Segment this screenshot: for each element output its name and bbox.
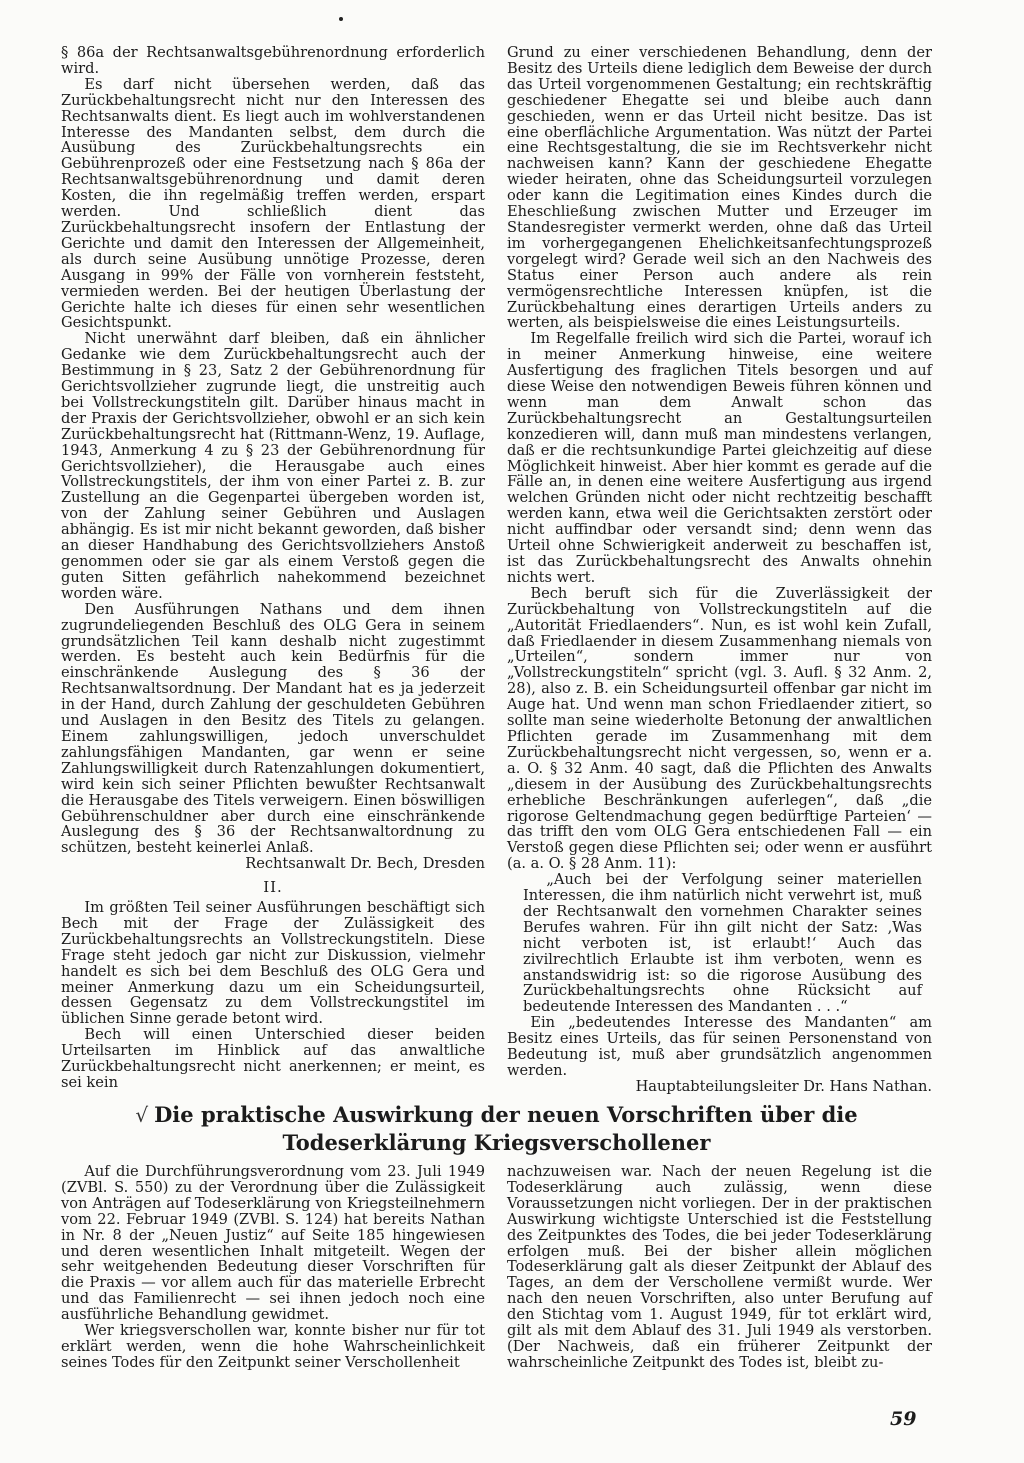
paragraph: Wer kriegsverschollen war, konnte bisher nur für tot erklärt werden, wenn die hohe Wahrscheinlichkeit seines Todes für den Zeitpunkt seiner Verschollenheit — [61, 1322, 485, 1371]
paragraph: § 86a der Rechtsanwaltsgebührenordnung erforderlich wird. — [61, 44, 485, 77]
paragraph: Auf die Durchführungsverordnung vom 23. Juli 1949 (ZVBl. S. 550) zu der Verordnung über die Zulässigkeit von Anträgen auf Todeserklärung von Kriegsteilnehmern vom 22. Februar 1949 (ZVBl. S. 124) hat bereits Nathan in Nr. 8 der „Neuen Justiz“ auf Seite 185 hingewiesen und deren wesentlichen Inhalt mitgeteilt. Wegen der sehr weitgehenden Bedeutung dieser Vorschriften für die Praxis — vor allem auch für das materielle Erbrecht und das Familienrecht — sei ihnen jedoch noch eine ausführliche Behandlung gewidmet. — [61, 1163, 485, 1324]
paragraph: nachzuweisen war. Nach der neuen Regelung ist die Todeserklärung auch zulässig, wenn diese Voraussetzungen nicht vorliegen. Der in der praktischen Auswirkung wichtigste Unterschied ist die Feststellung des Zeitpunktes des Todes, die bei jeder Todeserklärung erfolgen muß. Bei der bisher allein möglichen Todeserklärung galt als dieser Zeitpunkt der Ablauf des Tages, an dem der Verschollene vermißt wurde. Wer nach den neuen Vorschriften, also unter Berufung auf den Stichtag vom 1. August 1949, für tot erklärt wird, gilt als mit dem Ablauf des 31. Juli 1949 als verstorben. (Der Nachweis, daß ein früherer Zeitpunkt der wahrscheinliche Zeitpunkt des Todes ist, bleibt zu- — [507, 1163, 932, 1371]
paragraph: Es darf nicht übersehen werden, daß das Zurückbehaltungsrecht nicht nur den Interessen des Rechtsanwalts dient. Es liegt auch im wohlverstandenen Interesse des Mandanten selbst, dem durch die Ausübung des Zurückbehaltungsrechts ein Gebührenprozeß oder eine Festsetzung nach § 86a der Rechtsanwaltsgebührenordnung und damit deren Kosten, die ihn regelmäßig treffen werden, erspart werden. Und schließlich dient das Zurückbehaltungsrecht insofern der Entlastung der Gerichte und damit den Interessen der Allgemeinheit, als durch seine Ausübung unnötige Prozesse, deren Ausgang in 99% der Fälle von vornherein feststeht, vermieden werden. Bei der heutigen Überlastung der Gerichte halte ich dieses für einen sehr wesentlichen Gesichtspunkt. — [61, 75, 485, 332]
paragraph: Nicht unerwähnt darf bleiben, daß ein ähnlicher Gedanke wie dem Zurückbehaltungsrecht auch der Bestimmung in § 23, Satz 2 der Gebührenordnung für Gerichtsvollzieher zugrunde liegt, die unstreitig auch bei Vollstreckungstiteln gilt. Darüber hinaus macht in der Praxis der Gerichtsvollzieher, obwohl er an sich kein Zurückbehaltungsrecht hat (Rittmann-Wenz, 19. Auflage, 1943, Anmerkung 4 zu § 23 der Gebührenordnung für Gerichtsvollzieher), die Herausgabe auch eines Vollstreckungstitels, der ihm von einer Partei z. B. zur Zustellung an die Gegenpartei übergeben worden ist, von der Zahlung seiner Gebühren und Auslagen abhängig. Es ist mir nicht bekannt geworden, daß bisher an dieser Handhabung des Gerichtsvollziehers Anstoß genommen oder sie gar als einem Verstoß gegen die guten Sitten gefährlich nahekommend bezeichnet worden wäre. — [61, 330, 485, 602]
article-left-column — [61, 1164, 485, 1371]
ink-dot — [339, 17, 343, 21]
block-quote: „Auch bei der Verfolgung seiner materiellen Interessen, die ihm natürlich nicht verwehrt ist, muß der Rechtsanwalt den vornehmen Charakter seines Berufes wahren. Für ihn gilt nicht der Satz: ‚Was nicht verboten ist, ist erlaubt!‘ Auch das zivilrechtlich Erlaubte ist ihm verboten, wenn es anstandswidrig ist: so die rigorose Ausübung des Zurückbehaltungsrechts ohne Rücksicht auf bedeutende Interessen des Mandanten . . .“ — [523, 871, 922, 1016]
paragraph: Bech beruft sich für die Zuverlässigkeit der Zurückbehaltung von Vollstreckungstiteln auf die „Autorität Friedlaenders“. Nun, es ist wohl kein Zufall, daß Friedlaender in diesem Zusammenhang niemals von „Urteilen“, sondern immer nur von „Vollstreckungstiteln“ spricht (vgl. 3. Aufl. § 32 Anm. 2, 28), also z. B. ein Scheidungsurteil offenbar gar nicht im Auge hat. Und wenn man schon Friedlaender zitiert, so sollte man seine wiederholte Betonung der anwaltlichen Pflichten gerade im Zusammenhang mit dem Zurückbehaltungsrecht nicht vergessen, so, wenn er a. a. O. § 32 Anm. 40 sagt, daß die Pflichten des Anwalts „diesem in der Ausübung des Zurückbehaltungsrechts erhebliche Beschränkungen auferlegen“, daß „die rigorose Geltendmachung gegen bedürftige Parteien‘ — das trifft den vom OLG Gera entschiedenen Fall — ein Verstoß gegen diese Pflichten sei; oder wenn er ausführt (a. a. O. § 28 Anm. 11): — [507, 584, 932, 873]
paragraph: Im Regelfalle freilich wird sich die Partei, worauf ich in meiner Anmerkung hinweise, eine weitere Ausfertigung des fraglichen Titels besorgen und auf diese Weise den notwendigen Beweis führen können und wenn man dem Anwalt schon das Zurückbehaltungsrecht an Gestaltungsurteilen konzedieren will, dann muß man mindestens verlangen, daß er die rechtsunkundige Partei gleichzeitig auf diese Möglichkeit hinweist. Aber hier kommt es gerade auf die Fälle an, in denen eine weitere Ausfertigung aus irgend welchen Gründen nicht oder nicht rechtzeitig beschafft werden kann, etwa weil die Gerichtsakten zerstört oder nicht auffindbar oder versandt sind; denn wenn das Urteil ohne Schwierigkeit anderweit zu beschaffen ist, ist das Zurückbehaltungsrecht des Anwalts ohnehin nichts wert. — [507, 330, 932, 586]
check-mark-icon: √ — [135, 1103, 149, 1127]
paragraph: Ein „bedeutendes Interesse des Mandanten“ am Besitz eines Urteils, das für seinen Personenstand von Bedeutung ist, muß aber grundsätzlich angenommen werden. — [507, 1014, 932, 1079]
right-column — [507, 45, 932, 1095]
signature: Hauptabteilungsleiter Dr. Hans Nathan. — [635, 1077, 932, 1095]
left-column — [61, 45, 485, 1091]
article-right-column — [507, 1164, 932, 1371]
signature: Rechtsanwalt Dr. Bech, Dresden — [245, 855, 485, 873]
paragraph: Grund zu einer verschiedenen Behandlung, denn der Besitz des Urteils diene lediglich dem Beweise der durch das Urteil vorgenommenen Gestaltung; ein rechtskräftig geschiedener Ehegatte sei und bleibe auch dann geschieden, wenn er das Urteil nicht besitze. Das ist eine oberflächliche Argumentation. Was nützt der Partei eine Rechtsgestaltung, die sie im Rechtsverkehr nicht nachweisen kann? Kann der geschiedene Ehegatte wieder heiraten, ohne das Scheidungsurteil vorzulegen oder kann die Legitimation eines Kindes durch die Eheschließung zwischen Mutter und Erzeuger im Standesregister vermerkt werden, ohne daß das Urteil im vorhergegangenen Ehelichkeitsanfechtungsprozeß vorgelegt wird? Gerade weil sich an den Nachweis des Status einer Person auch andere als rein vermögensrechtliche Interessen knüpfen, ist die Zurückbehaltung eines derartigen Urteils anders zu werten, als beispielsweise die eines Leistungsurteils. — [507, 44, 932, 332]
title-line-1: Die praktische Auswirkung der neuen Vorschriften über die — [154, 1102, 858, 1127]
title-line-2: Todeserklärung Kriegsverschollener — [282, 1130, 711, 1155]
paragraph: Im größten Teil seiner Ausführungen beschäftigt sich Bech mit der Frage der Zulässigkeit des Zurückbehaltungsrechts an Vollstreckungstiteln. Diese Frage steht jedoch gar nicht zur Diskussion, vielmehr handelt es sich bei dem Beschluß des OLG Gera und meiner Anmerkung dazu um ein Scheidungsurteil, dessen Gegensatz zu dem Vollstreckungstitel im üblichen Sinne gerade betont wird. — [61, 899, 485, 1028]
section-numeral: II. — [263, 878, 283, 897]
article-title — [61, 1101, 932, 1157]
page-number: 59 — [890, 1408, 917, 1430]
paragraph: Bech will einen Unterschied dieser beiden Urteilsarten im Hinblick auf das anwaltliche Zurückbehaltungsrecht nicht anerkennen; er meint, es sei kein — [61, 1026, 485, 1091]
paragraph: Den Ausführungen Nathans und dem ihnen zugrundeliegenden Beschluß des OLG Gera in seinem grundsätzlichen Teil kann deshalb nicht zugestimmt werden. Es besteht auch kein Bedürfnis für die einschränkende Auslegung des § 36 der Rechtsanwaltsordnung. Der Mandant hat es ja jederzeit in der Hand, durch Zahlung der geschuldeten Gebühren und Auslagen in den Besitz des Titels zu gelangen. Einem zahlungswilligen, jedoch unverschuldet zahlungsfähigen Mandanten, gar wenn er seine Zahlungswilligkeit durch Ratenzahlungen dokumentiert, wird kein sich seiner Pflichten bewußter Rechtsanwalt die Herausgabe des Titels verweigern. Einen böswilligen Gebührenschuldner aber durch eine einschränkende Auslegung des § 36 der Rechtsanwaltordnung zu schützen, besteht keinerlei Anlaß. — [61, 600, 485, 857]
